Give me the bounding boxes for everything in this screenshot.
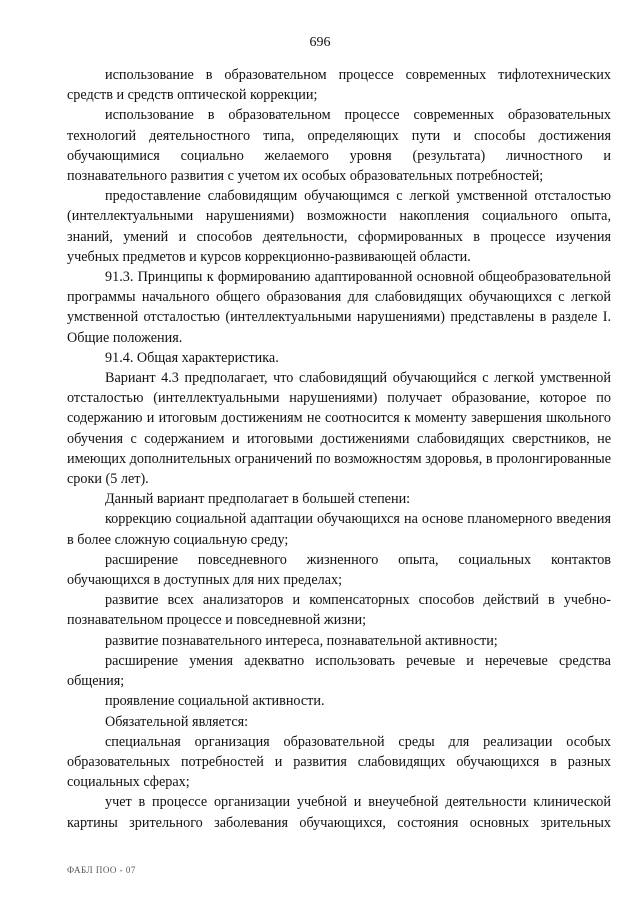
paragraph: расширение умения адекватно использовать речевые и неречевые средства общения;: [67, 652, 611, 690]
paragraph: специальная организация образовательной среды для реализации особых образовательных потребностей и развития слабовидящих обучающихся в разных социальных сферах;: [67, 733, 611, 791]
paragraph: Данный вариант предполагает в большей степени:: [105, 491, 411, 508]
paragraph: 91.4. Общая характеристика.: [105, 349, 279, 366]
paragraph: проявление социальной активности.: [105, 693, 325, 710]
paragraph: Вариант 4.3 предполагает, что слабовидящий обучающийся с легкой умственной отсталостью (интеллектуальными нарушениями) получает образование, которое по содержанию и итоговым достижениям не соотносится к моменту завершения школьного обучения с содержанием и итоговыми достижениями слабовидящих сверстников, не имеющих дополнительных ограничений по возможностям здоровья, в пролонгированные сроки (5 лет).: [67, 370, 611, 488]
paragraph: расширение повседневного жизненного опыта, социальных контактов обучающихся в доступных для них пределах;: [67, 551, 611, 589]
footer-mark: ФАБЛ ПОО - 07: [67, 865, 136, 875]
paragraph: развитие познавательного интереса, познавательной активности;: [105, 632, 498, 649]
document-body: [67, 65, 611, 833]
page-number: 696: [309, 35, 331, 50]
paragraph: 91.3. Принципы к формированию адаптированной основной общеобразовательной программы начального общего образования для слабовидящих обучающихся с легкой умственной отсталостью (интеллектуальными нарушениями) представлены в разделе I. Общие положения.: [67, 269, 611, 346]
paragraph: использование в образовательном процессе современных образовательных технологий деятельностного типа, определяющих пути и способы достижения обучающимися социально желаемого уровня (результата) личностного и познавательного развития с учетом их особых образовательных потребностей;: [67, 107, 611, 185]
paragraph: использование в образовательном процессе современных тифлотехнических средств и средств оптической коррекции;: [67, 67, 611, 104]
paragraph: Обязательной является:: [105, 713, 249, 730]
paragraph: развитие всех анализаторов и компенсаторных способов действий в учебно-познавательном процессе и повседневной жизни;: [67, 592, 611, 629]
paragraph: предоставление слабовидящим обучающимся с легкой умственной отсталостью (интеллектуальными нарушениями) возможности накопления социального опыта, знаний, умений и способов деятельности, сформированных в процессе изучения учебных предметов и курсов коррекционно-развивающей области.: [67, 188, 611, 265]
paragraph: коррекцию социальной адаптации обучающихся на основе планомерного введения в более сложную социальную среду;: [67, 511, 611, 548]
paragraph: учет в процессе организации учебной и внеучебной деятельности клинической картины зрительного заболевания обучающихся, состояния основных зрительных: [67, 794, 611, 831]
